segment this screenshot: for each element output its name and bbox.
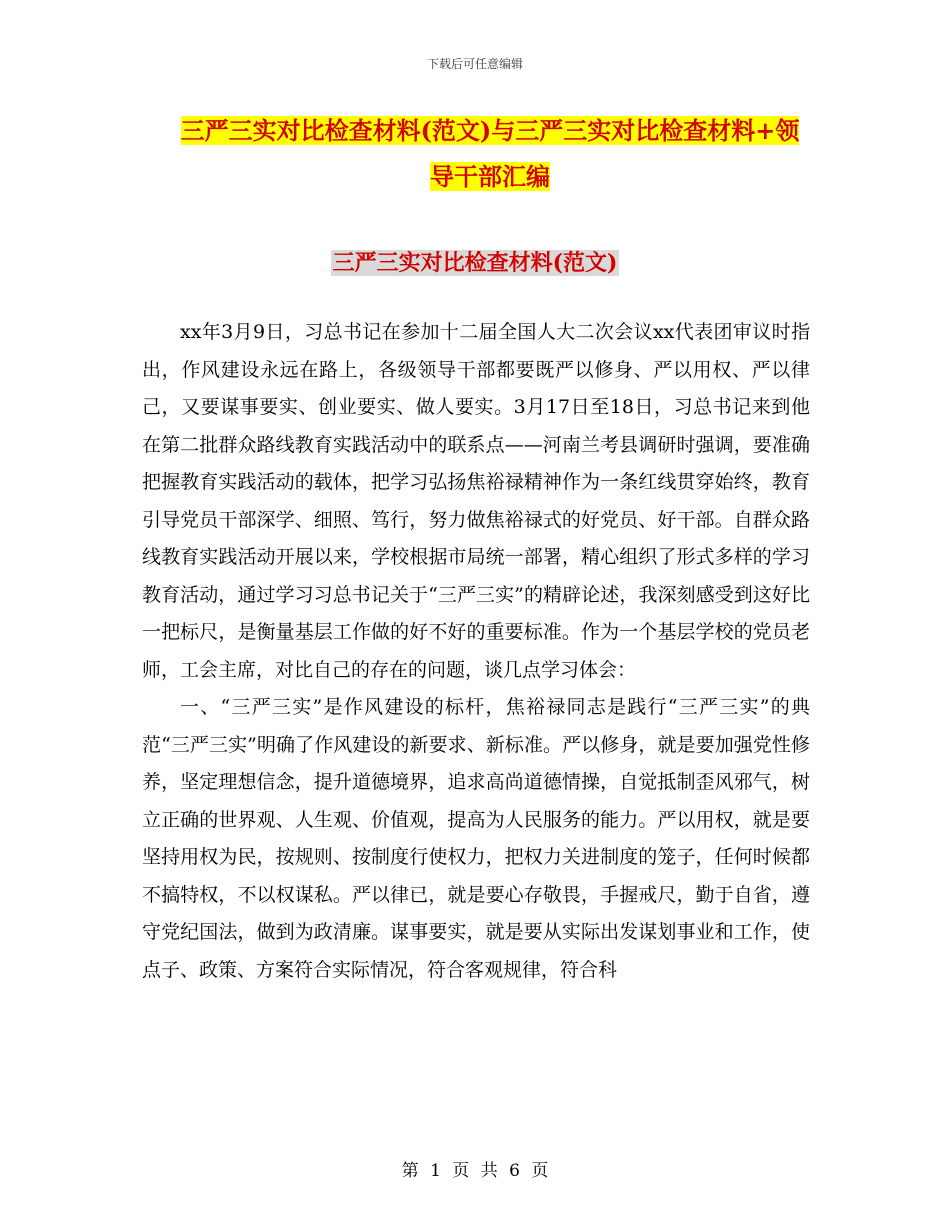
document-title [170,108,810,200]
document-body [142,314,810,989]
section-title-text: 三严三实对比检查材料(范文) [332,250,618,276]
document-title-text: 三严三实对比检查材料(范文)与三严三实对比检查材料+领导干部汇编 [180,116,800,191]
paragraph-section-one: 一、“三严三实”是作风建设的标杆，焦裕禄同志是践行“三严三实”的典范“三严三实”明确了作风建设的新要求、新标准。严以修身，就是要加强党性修养，坚定理想信念，提升道德境界，追求高尚道德情操，自觉抵制歪风邪气，树立正确的世界观、人生观、价值观，提高为人民服务的能力。严以用权，就是要坚持用权为民，按规则、按制度行使权力，把权力关进制度的笼子，任何时候都不搞特权，不以权谋私。严以律已，就是要心存敬畏，手握戒尺，勤于自省，遵守党纪国法，做到为政清廉。谋事要实，就是要从实际出发谋划事业和工作，使点子、政策、方案符合实际情况，符合客观规律，符合科 [142,696,810,981]
paragraph-intro: xx年3月9日，习总书记在参加十二届全国人大二次会议xx代表团审议时指出，作风建设永远在路上，各级领导干部都要既严以修身、严以用权、严以律己，又要谋事要实、创业要实、做人要实。3月17日至18日，习总书记来到他在第二批群众路线教育实践活动中的联系点——河南兰考县调研时强调，要准确把握教育实践活动的载体，把学习弘扬焦裕禄精神作为一条红线贯穿始终，教育引导党员干部深学、细照、笃行，努力做焦裕禄式的好党员、好干部。自群众路线教育实践活动开展以来，学校根据市局统一部署，精心组织了形式多样的学习教育活动，通过学习习总书记关于“三严三实”的精辟论述，我深刻感受到这好比一把标尺，是衡量基层工作做的好不好的重要标准。作为一个基层学校的党员老师，工会主席，对比自己的存在的问题，谈几点学习体会： [142,321,810,681]
section-title [0,246,950,277]
page-footer: 第 1 页 共 6 页 [401,1161,549,1181]
header-note: 下载后可任意编辑 [426,57,523,71]
